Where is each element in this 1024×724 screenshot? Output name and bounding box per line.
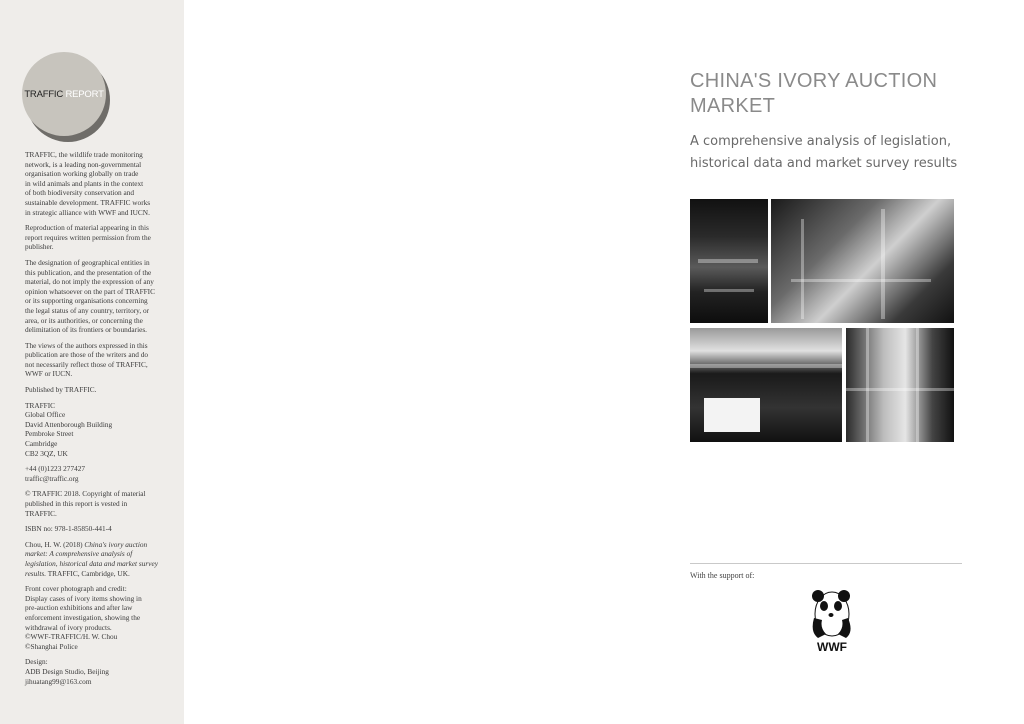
text-line: Pembroke Street xyxy=(25,429,74,439)
text-line: pre-auction exhibitions and after law xyxy=(25,603,133,613)
views-disclaimer xyxy=(25,341,171,379)
text-line: Front cover photograph and credit: xyxy=(25,584,127,594)
text-line xyxy=(25,569,171,579)
logo-circle xyxy=(22,52,106,136)
text-line: in strategic alliance with WWF and IUCN. xyxy=(25,207,150,217)
sidebar xyxy=(0,0,184,724)
text-line: this publication, and the presentation of the xyxy=(25,267,152,277)
text-line: area, or its authorities, or concerning the xyxy=(25,315,143,325)
text-line: © TRAFFIC 2018. Copyright of material xyxy=(25,489,146,499)
text-line: published in this report is vested in xyxy=(25,499,128,508)
text-line: enforcement investigation, showing the xyxy=(25,612,141,622)
text-line: ADB Design Studio, Beijing xyxy=(25,666,109,676)
cover-photo-display-case-3 xyxy=(690,328,842,442)
text-line: TRAFFIC, the wildlife trade monitoring xyxy=(25,150,143,159)
wwf-panda-icon xyxy=(808,588,858,654)
phone-number: +44 (0)1223 277427 xyxy=(25,464,86,474)
cover-photo-display-case-1 xyxy=(690,199,768,323)
traffic-report-logo xyxy=(22,52,110,140)
text-line: Reproduction of material appearing in this xyxy=(25,223,149,233)
title-line: CHINA'S IVORY AUCTION xyxy=(690,70,938,92)
citation xyxy=(25,540,171,578)
designation-disclaimer xyxy=(25,258,171,335)
text-line: ©WWF-TRAFFIC/H. W. Chou xyxy=(25,632,118,642)
text-line: material, do not imply the expression of any xyxy=(25,277,154,287)
logo-word-report: REPORT xyxy=(63,88,104,100)
text-line: Cambridge xyxy=(25,439,58,449)
reproduction-notice xyxy=(25,223,171,252)
citation-prefix: Chou, H. W. (2018) xyxy=(25,539,85,549)
text-line: David Attenborough Building xyxy=(25,419,113,429)
wwf-wordmark: WWF xyxy=(817,640,847,654)
text-line: TRAFFIC. xyxy=(25,508,57,518)
citation-title: results. xyxy=(25,568,47,578)
text-line: delimitation of its frontiers or boundaries. xyxy=(25,325,147,335)
text-line: or its supporting organisations concerning xyxy=(25,296,148,306)
text-line: the legal status of any country, territory, or xyxy=(25,305,150,315)
text-line: publisher. xyxy=(25,242,54,252)
text-line: network, is a leading non-governmental xyxy=(25,159,142,169)
text-line xyxy=(25,540,171,550)
citation-title: market: A comprehensive analysis of xyxy=(25,549,133,559)
title-line: MARKET xyxy=(690,95,776,117)
divider xyxy=(690,563,962,564)
text-line: publication are those of the writers and do xyxy=(25,350,148,360)
text-line: WWF or IUCN. xyxy=(25,369,73,379)
citation-title: legislation, historical data and market survey xyxy=(25,558,158,568)
report-subtitle xyxy=(690,131,990,175)
address xyxy=(25,401,171,459)
email-link[interactable]: jihuatang99@163.com xyxy=(25,676,92,686)
wwf-panda-logo xyxy=(808,588,858,654)
contact xyxy=(25,464,171,483)
citation-title: China's ivory auction xyxy=(84,539,148,549)
report-title xyxy=(690,69,980,119)
citation-suffix: TRAFFIC, Cambridge, UK. xyxy=(46,568,130,578)
text-line: Global Office xyxy=(25,410,66,420)
email-link[interactable]: traffic@traffic.org xyxy=(25,473,79,483)
about-traffic xyxy=(25,150,171,217)
subtitle-line: A comprehensive analysis of legislation, xyxy=(690,134,952,149)
logo-word-traffic: TRAFFIC xyxy=(24,88,64,100)
text-line: opinion whatsoever on the part of TRAFFIC xyxy=(25,286,155,296)
legal-notice xyxy=(25,150,171,692)
text-line: Design: xyxy=(25,657,48,667)
text-line: organisation working globally on trade xyxy=(25,169,139,179)
text-line: Display cases of ivory items showing in xyxy=(25,593,142,603)
text-line: in wild animals and plants in the context xyxy=(25,178,144,188)
text-line: TRAFFIC xyxy=(25,400,56,410)
copyright xyxy=(25,489,171,518)
text-line: not necessarily reflect those of TRAFFIC, xyxy=(25,359,148,369)
text-line: ©Shanghai Police xyxy=(25,641,78,651)
subtitle-line: historical data and market survey results xyxy=(690,156,958,171)
text-line: sustainable development. TRAFFIC works xyxy=(25,197,151,207)
design-credit xyxy=(25,657,171,686)
cover-photo-display-case-4 xyxy=(846,328,954,442)
cover-photo-display-case-2 xyxy=(771,199,954,323)
text-line: of both biodiversity conservation and xyxy=(25,188,135,198)
text-line: CB2 3QZ, UK xyxy=(25,448,68,458)
text-line: The views of the authors expressed in this xyxy=(25,340,148,350)
text-line: The designation of geographical entities in xyxy=(25,257,150,267)
support-label: With the support of: xyxy=(690,571,755,580)
published-by: Published by TRAFFIC. xyxy=(25,385,97,395)
cover-credit xyxy=(25,584,171,651)
text-line: report requires written permission from the xyxy=(25,232,151,242)
text-line: withdrawal of ivory products. xyxy=(25,622,112,632)
isbn: ISBN no: 978-1-85850-441-4 xyxy=(25,524,112,534)
